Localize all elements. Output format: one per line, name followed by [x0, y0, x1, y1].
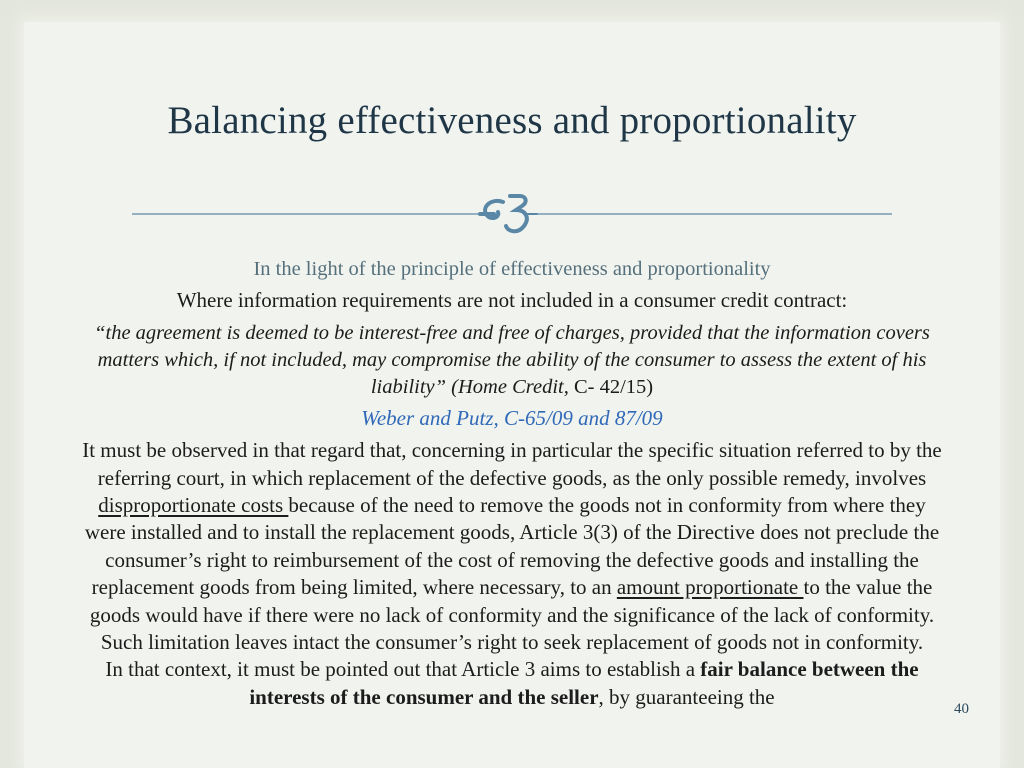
slide-body [80, 256, 944, 711]
page-number: 40 [954, 701, 969, 717]
paragraph-text-2: because of the need to remove the goods not in conformity from where they were installed and to install the replacement goods, Article 3(3) of the Directive does not preclude the consumer’s right to reimbursement of the cost of removing the defective goods and installing the replacement goods from being limited, where necessary, to an [84, 493, 940, 600]
paragraph-text-3: to the value the goods would have if there were no lack of conformity and the significance of the lack of conformity. Such limitation leaves intact the consumer’s right to seek replacement of goods not in conformity. [89, 575, 935, 655]
bold-fair-balance: fair balance between the interests of the consumer and the seller [249, 657, 919, 709]
paragraph2-text-1: In that context, it must be pointed out that Article 3 aims to establish a [105, 657, 701, 682]
paragraph2-text-2: , by guaranteeing the [598, 684, 775, 709]
second-paragraph [80, 656, 944, 711]
quote-open-mark: “ [94, 321, 106, 344]
curl-ornament-icon [480, 196, 537, 231]
main-paragraph [80, 437, 944, 656]
slide-title: Balancing effectiveness and proportionality [167, 99, 857, 142]
quote-text: the agreement is deemed to be interest-free and free of charges, provided that the information covers matters which, if not included, may compromise the ability of the consumer to assess the extent of his liability [97, 321, 930, 398]
paragraph-text-1: It must be observed in that regard that, concerning in particular the specific situation referred to by the referring court, in which replacement of the defective goods, as the only possible remedy, involves [82, 438, 942, 490]
quote-source-italic: (Home Credit, [446, 375, 569, 398]
quote-block [80, 320, 944, 401]
title-divider [132, 188, 892, 240]
quote-close-mark: ” [434, 375, 447, 398]
case-reference: Weber and Putz, C-65/09 and 87/09 [361, 405, 663, 430]
lead-line: In the light of the principle of effectiveness and proportionality [253, 258, 771, 280]
quote-source-plain: C- 42/15) [568, 375, 654, 398]
underlined-disproportionate-costs: disproportionate costs [98, 493, 289, 518]
intro-line: Where information requirements are not included in a consumer credit contract: [176, 288, 848, 313]
underlined-amount-proportionate: amount proportionate [616, 575, 804, 600]
